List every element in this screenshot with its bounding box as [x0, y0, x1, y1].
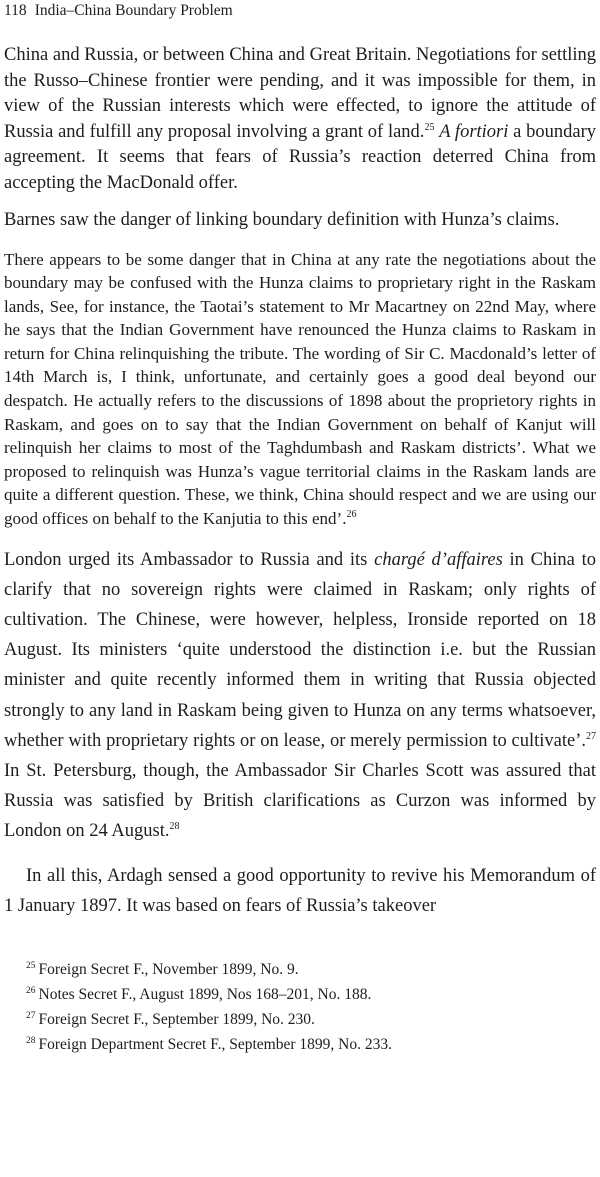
italic-phrase-a-fortiori: A fortiori: [439, 121, 509, 142]
footnote-text: Foreign Department Secret F., September 1899, No. 233.: [38, 1036, 392, 1054]
footnote-number: 26: [26, 986, 36, 997]
footnote-text: Foreign Secret F., November 1899, No. 9.: [38, 961, 299, 979]
paragraph-4: [4, 861, 596, 921]
paragraph-2-text: Barnes saw the danger of linking boundary definition with Hunza’s claims.: [4, 210, 560, 230]
footnote-ref-27: 27: [586, 730, 596, 742]
footnote-number: 27: [26, 1011, 36, 1022]
paragraph-3-text-c: In St. Petersburg, though, the Ambassador Sir Charles Scott was assured that Russia was satisfied by British clarifications as Curzon was informed by London on 24 August.: [4, 761, 596, 842]
italic-phrase-charge-daffaires: chargé d’affaires: [374, 549, 503, 570]
running-head: [4, 0, 596, 27]
footnote-ref-28: 28: [169, 821, 180, 833]
footnote-26: [26, 982, 596, 1007]
footnote-text: Foreign Secret F., September 1899, No. 230.: [38, 1011, 315, 1029]
paragraph-3-text-a: London urged its Ambassador to Russia and its: [4, 549, 375, 570]
paragraph-1: [4, 43, 596, 196]
footnote-number: 28: [26, 1036, 36, 1047]
running-title: India–China Boundary Problem: [34, 2, 233, 19]
paragraph-3-text-b: in China to clarify that no sovereign rights were claimed in Raskam; only rights of cultivation. The Chinese, were however, helpless, Ironside reported on 18 August. Its ministers ‘quite understood the distinction i.e. but the Russian minister and quite recently informed them in writing that Russia objected strongly to any land in Raskam being given to Hunza on any terms whatsoever, whether with proprietary rights or on lease, or merely permission to cultivate’.: [4, 549, 596, 751]
footnote-ref-26: 26: [346, 509, 357, 521]
footnote-25: [26, 957, 596, 982]
block-quote: [4, 248, 596, 531]
footnote-27: [26, 1007, 596, 1032]
footnote-text: Notes Secret F., August 1899, Nos 168–201, No. 188.: [38, 986, 372, 1004]
paragraph-3: [4, 545, 596, 847]
footnote-number: 25: [26, 961, 36, 972]
paragraph-4-text: In all this, Ardagh sensed a good opportunity to revive his Memorandum of 1 January 1897. It was based on fears of Russia’s takeover: [4, 865, 596, 916]
footnote-28: [26, 1032, 596, 1057]
paragraph-1-text-a: China and Russia, or between China and Great Britain. Negotiations for settling the Russo–Chinese frontier were pending, and it was impossible for them, in view of the Russian interests which were effected, to ignore the attitude of Russia and fulfill any proposal involving a grant of land.: [4, 45, 596, 142]
footnotes: [4, 957, 596, 1057]
paragraph-2: [4, 208, 596, 234]
page-number: 118: [4, 2, 27, 19]
paragraph-1-text-b: a boundary agreement. It seems that fears of Russia’s reaction deterred China from accepting the MacDonald offer.: [4, 121, 596, 193]
footnote-ref-25: 25: [424, 121, 435, 133]
block-quote-text: There appears to be some danger that in China at any rate the negotiations about the boundary may be confused with the Hunza claims to proprietary right in the Raskam lands, See, for instance, the Taotai’s statement to Mr Macartney on 22nd May, where he says that the Indian Government have renounced the Hunza claims to Raskam in return for China relinquishing the tribute. The wording of Sir C. Macdonald’s letter of 14th March is, I think, unfortunate, and certainly goes a good deal beyond our despatch. He actually refers to the discussions of 1898 about the proprietory rights in Raskam, and goes on to say that the Indian Government on behalf of Kanjut will relinquish her claims to most of the Taghdumbash and Raskam districts’. What we proposed to relinquish was Hunza’s vague territorial claims in the Raskam lands are quite a different question. These, we think, China should respect and we are using our good offices on behalf to the Kanjutia to this end’.: [4, 249, 596, 529]
